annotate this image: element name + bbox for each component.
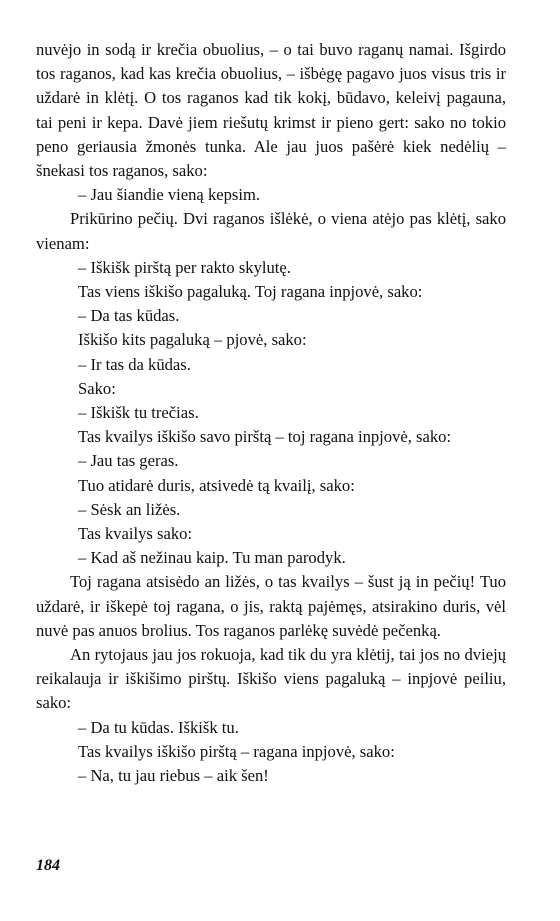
dialogue-line: – Kad aš nežinau kaip. Tu man parodyk. [78,548,346,568]
dialogue-line: – Da tu kūdas. Iškišk tu. [78,717,239,737]
dialogue-line: – Na, tu jau riebus – aik šen! [78,766,269,786]
paragraph: Toj ragana atsisėdo an ližės, o tas kvailys – šust ją in pečių! Tuo uždarė, ir iškepė toj ragana, o jis, raktą pajėmęs, atsirakino duris, vėl nuvė pas anuos brolius. Tos raganos parlėkę suvėdė pečenką. [36,572,506,640]
dialogue-line: – Iškišk tu trečias. [78,403,199,423]
narration-line: Tas kvailys sako: [78,524,193,544]
page-text [36,38,506,788]
narration-line: Sako: [78,378,116,398]
dialogue-line: – Jau tas geras. [78,451,179,471]
dialogue-line: – Ir tas da kūdas. [78,354,191,374]
paragraph: nuvėjo in sodą ir krečia obuolius, – o tai buvo raganų namai. Išgirdo tos raganos, kad kas krečia obuolius, – išbėgę pagavo juos visus tris ir uždarė in klėtį. O tos raganos kad tik kokį, būdavo, keleivį pagauna, tai peni ir kepa. Davė jiem riešutų krimst ir pieno gert: sako no tokio peno geriausia žmonės tunka. Ale jau juos pašėrė kiek nedėlių – šnekasi tos raganos, sako: [36,40,506,181]
dialogue-line: – Iškišk pirštą per rakto skylutę. [78,257,291,277]
narration-line: Tas kvailys iškišo savo pirštą – toj ragana inpjovė, sako: [78,427,452,447]
dialogue-line: – Da tas kūdas. [78,306,180,326]
narration-line: Tas kvailys iškišo pirštą – ragana inpjovė, sako: [78,741,395,761]
paragraph: An rytojaus jau jos rokuoja, kad tik du yra klėtij, tai jos no dviejų reikalauja ir iškišimo pirštų. Iškišo viens pagaluką – inpjovė peiliu, sako: [36,645,506,713]
dialogue-line: – Jau šiandie vieną kepsim. [78,185,261,205]
page-number: 184 [36,857,60,874]
narration-line: Tas viens iškišo pagaluką. Toj ragana inpjovė, sako: [78,282,423,302]
dialogue-line: – Sėsk an ližės. [78,499,181,519]
narration-line: Tuo atidarė duris, atsivedė tą kvailį, sako: [78,475,355,495]
paragraph: Prikūrino pečių. Dvi raganos išlėkė, o viena atėjo pas klėtį, sako vienam: [36,209,506,253]
narration-line: Iškišo kits pagaluką – pjovė, sako: [78,330,307,350]
